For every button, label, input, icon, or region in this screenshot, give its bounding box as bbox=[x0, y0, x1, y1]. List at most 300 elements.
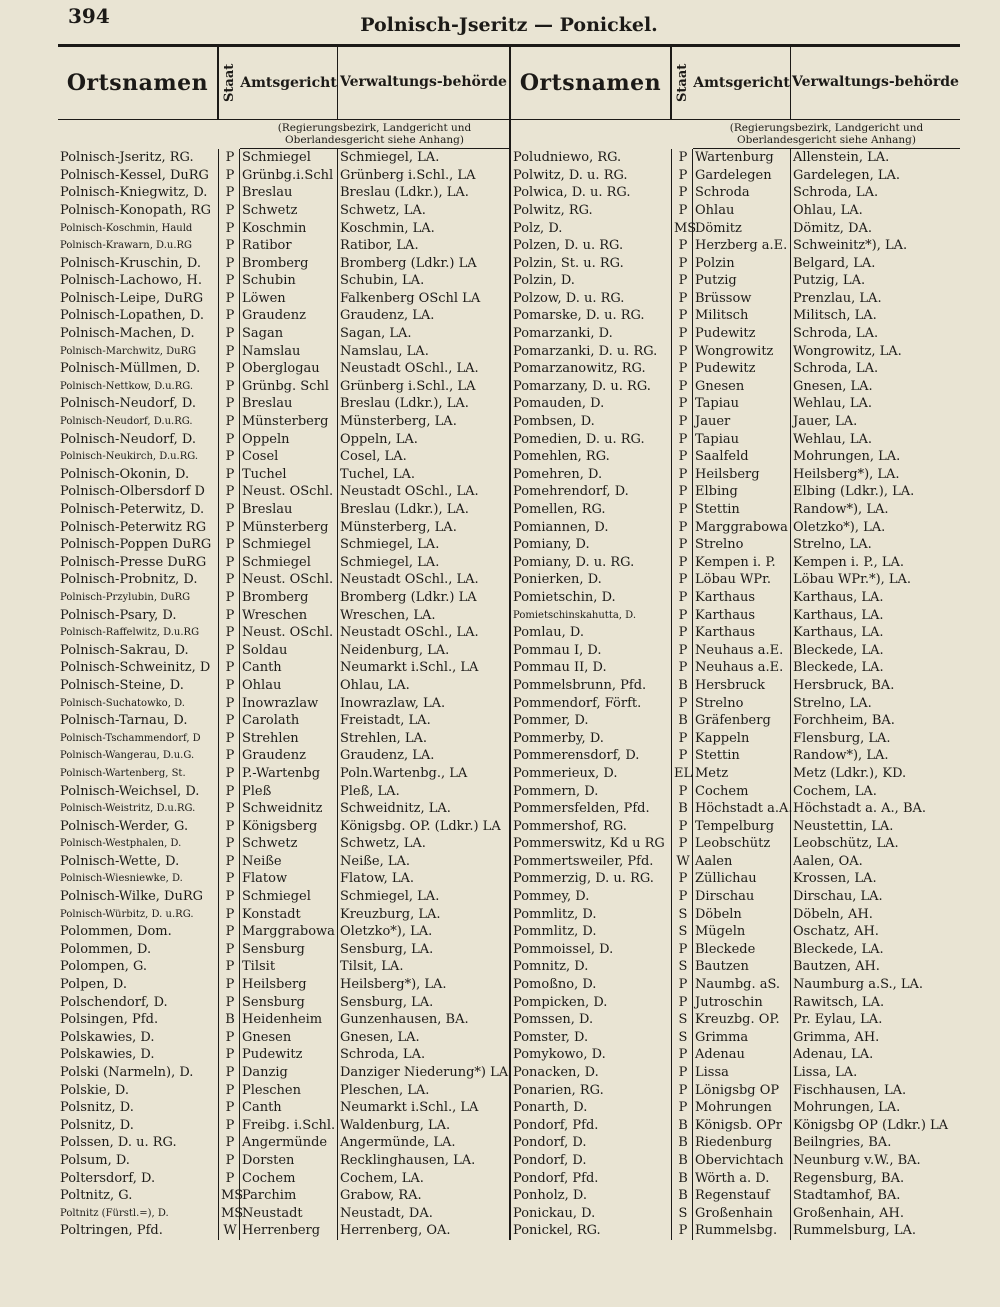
verwaltung-cell: Cochem, LA. bbox=[340, 1170, 424, 1186]
table-row bbox=[58, 976, 509, 994]
staat-cell: P bbox=[671, 237, 693, 255]
amtsgericht-cell: Bleckede bbox=[693, 941, 791, 959]
ortsname-cell: Polnisch-Wette, D. bbox=[60, 853, 180, 869]
staat-cell: P bbox=[218, 659, 240, 677]
table-row bbox=[58, 994, 509, 1012]
staat-cell: P bbox=[671, 659, 693, 677]
amtsgericht-cell: Militsch bbox=[693, 307, 791, 325]
verwaltung-cell: Neustadt OSchl., LA. bbox=[340, 361, 479, 377]
table-row bbox=[58, 184, 509, 202]
amtsgericht-cell: Elbing bbox=[693, 483, 791, 501]
header-verwaltung: Verwaltungs-behörde bbox=[340, 74, 507, 91]
table-row bbox=[58, 888, 509, 906]
staat-cell: P bbox=[218, 941, 240, 959]
ortsname-cell: Polnisch-Weichsel, D. bbox=[60, 783, 200, 799]
ortsname-cell: Polommen, Dom. bbox=[60, 924, 172, 940]
ortsname-cell: Polnisch-Kruschin, D. bbox=[60, 255, 201, 271]
ortsname-cell: Polnisch-Neudorf, D. bbox=[60, 431, 196, 447]
staat-cell: B bbox=[671, 800, 693, 818]
staat-cell: W bbox=[671, 853, 693, 871]
amtsgericht-cell: Cosel bbox=[240, 448, 338, 466]
table-row bbox=[511, 783, 960, 801]
ortsname-cell: Polnisch-Presse DuRG bbox=[60, 554, 207, 570]
verwaltung-cell: Flensburg, LA. bbox=[793, 730, 891, 746]
ortsname-cell: Polnisch-Konopath, RG bbox=[60, 202, 211, 218]
amtsgericht-cell: Jauer bbox=[693, 413, 791, 431]
staat-cell: P bbox=[671, 554, 693, 572]
amtsgericht-cell: Schmiegel bbox=[240, 554, 338, 572]
amtsgericht-cell: Wartenburg bbox=[693, 149, 791, 167]
amtsgericht-cell: Angermünde bbox=[240, 1134, 338, 1152]
amtsgericht-cell: Wongrowitz bbox=[693, 343, 791, 361]
table-row bbox=[58, 1029, 509, 1047]
amtsgericht-cell: Bromberg bbox=[240, 589, 338, 607]
amtsgericht-cell: Schmiegel bbox=[240, 149, 338, 167]
verwaltung-cell: Neustadt, DA. bbox=[340, 1205, 433, 1221]
table-row bbox=[511, 800, 960, 818]
ortsname-cell: Polnisch-Olbersdorf D bbox=[60, 484, 205, 500]
ortsname-cell: Pomauden, D. bbox=[513, 396, 605, 412]
ortsname-cell: Pomster, D. bbox=[513, 1029, 589, 1045]
table-row bbox=[511, 272, 960, 290]
verwaltung-cell: Grünberg i.Schl., LA bbox=[340, 378, 476, 394]
amtsgericht-cell: Naumbg. aS. bbox=[693, 976, 791, 994]
staat-cell: P bbox=[218, 325, 240, 343]
verwaltung-cell: Kempen i. P., LA. bbox=[793, 554, 904, 570]
amtsgericht-cell: Soldau bbox=[240, 642, 338, 660]
verwaltung-cell: Namslau, LA. bbox=[340, 343, 429, 359]
right-rows bbox=[511, 149, 960, 1240]
verwaltung-cell: Oletzko*), LA. bbox=[340, 924, 433, 940]
staat-cell: P bbox=[218, 677, 240, 695]
staat-cell: P bbox=[671, 307, 693, 325]
verwaltung-cell: Pr. Eylau, LA. bbox=[793, 1012, 883, 1028]
amtsgericht-cell: Herrenberg bbox=[240, 1222, 338, 1240]
verwaltung-cell: Poln.Wartenbg., LA bbox=[340, 765, 468, 781]
verwaltung-cell: Schmiegel, LA. bbox=[340, 537, 440, 553]
ortsname-cell: Pommerswitz, Kd u RG bbox=[513, 836, 665, 852]
table-row bbox=[58, 1222, 509, 1240]
amtsgericht-cell: Wreschen bbox=[240, 607, 338, 625]
amtsgericht-cell: Schroda bbox=[693, 184, 791, 202]
table-row bbox=[511, 202, 960, 220]
verwaltung-cell: Grimma, AH. bbox=[793, 1029, 880, 1045]
table-row bbox=[58, 642, 509, 660]
verwaltung-cell: Strelno, LA. bbox=[793, 695, 872, 711]
ortsname-cell: Pomietschinskahutta, D. bbox=[513, 609, 637, 621]
amtsgericht-cell: Breslau bbox=[240, 501, 338, 519]
ortsname-cell: Poltringen, Pfd. bbox=[60, 1223, 163, 1239]
verwaltung-cell: Dirschau, LA. bbox=[793, 889, 883, 905]
staat-cell: P bbox=[671, 395, 693, 413]
verwaltung-cell: Tilsit, LA. bbox=[340, 959, 404, 975]
table-row bbox=[511, 536, 960, 554]
ortsname-cell: Ponarien, RG. bbox=[513, 1082, 604, 1098]
amtsgericht-cell: Oberglogau bbox=[240, 360, 338, 378]
amtsgericht-cell: Sagan bbox=[240, 325, 338, 343]
ortsname-cell: Polompen, G. bbox=[60, 959, 148, 975]
staat-cell: P bbox=[671, 184, 693, 202]
staat-cell: P bbox=[218, 1046, 240, 1064]
table-row bbox=[58, 677, 509, 695]
verwaltung-cell: Freistadt, LA. bbox=[340, 713, 431, 729]
amtsgericht-cell: Obervichtach bbox=[693, 1152, 791, 1170]
table-row bbox=[511, 343, 960, 361]
staat-cell: P bbox=[218, 923, 240, 941]
verwaltung-cell: Bleckede, LA. bbox=[793, 941, 884, 957]
staat-cell: P bbox=[218, 853, 240, 871]
staat-cell: P bbox=[671, 448, 693, 466]
header-note: (Regierungsbezirk, Landgericht und Oberlandesgericht siehe Anhang) bbox=[693, 120, 960, 149]
staat-cell: P bbox=[218, 888, 240, 906]
table-row bbox=[511, 941, 960, 959]
table-row bbox=[58, 589, 509, 607]
table-row bbox=[511, 1082, 960, 1100]
verwaltung-cell: Tuchel, LA. bbox=[340, 466, 415, 482]
amtsgericht-cell: Grünbg. Schl bbox=[240, 378, 338, 396]
verwaltung-cell: Schroda, LA. bbox=[793, 185, 879, 201]
verwaltung-cell: Kreuzburg, LA. bbox=[340, 906, 441, 922]
ortsname-cell: Polzow, D. u. RG. bbox=[513, 290, 625, 306]
verwaltung-cell: Danziger Niederung*) LA bbox=[340, 1065, 509, 1080]
staat-cell: P bbox=[218, 624, 240, 642]
staat-cell: P bbox=[671, 325, 693, 343]
verwaltung-cell: Schmiegel, LA. bbox=[340, 150, 440, 166]
page-header bbox=[58, 0, 960, 42]
table-row bbox=[58, 501, 509, 519]
ortsname-cell: Ponholz, D. bbox=[513, 1188, 587, 1204]
table-row bbox=[58, 958, 509, 976]
verwaltung-cell: Strelno, LA. bbox=[793, 537, 872, 553]
staat-cell: P bbox=[671, 431, 693, 449]
ortsname-cell: Pomarzanowitz, RG. bbox=[513, 361, 646, 377]
table-row bbox=[511, 1011, 960, 1029]
table-row bbox=[511, 747, 960, 765]
staat-cell: S bbox=[671, 1205, 693, 1223]
table-row bbox=[58, 783, 509, 801]
verwaltung-cell: Beilngries, BA. bbox=[793, 1135, 892, 1151]
table-row bbox=[511, 501, 960, 519]
amtsgericht-cell: Freibg. i.Schl. bbox=[240, 1117, 338, 1135]
amtsgericht-cell: Gnesen bbox=[693, 378, 791, 396]
table-row bbox=[511, 325, 960, 343]
table-row bbox=[58, 1082, 509, 1100]
table-row bbox=[511, 923, 960, 941]
table-row bbox=[511, 1117, 960, 1135]
table-row bbox=[511, 659, 960, 677]
verwaltung-cell: Neunburg v.W., BA. bbox=[793, 1152, 921, 1168]
table-row bbox=[511, 1099, 960, 1117]
amtsgericht-cell: Schmiegel bbox=[240, 536, 338, 554]
ortsname-cell: Pondorf, Pfd. bbox=[513, 1117, 599, 1133]
amtsgericht-cell: Mohrungen bbox=[693, 1099, 791, 1117]
table-row bbox=[511, 589, 960, 607]
ortsname-cell: Polnisch-Müllmen, D. bbox=[60, 361, 201, 377]
staat-cell: P bbox=[671, 536, 693, 554]
table-row bbox=[58, 765, 509, 783]
verwaltung-cell: Schweinitz*), LA. bbox=[793, 238, 908, 254]
ortsname-cell: Polnisch-Poppen DuRG bbox=[60, 537, 212, 553]
amtsgericht-cell: Breslau bbox=[240, 395, 338, 413]
header-amtsgericht: Amtsgericht bbox=[693, 47, 791, 119]
verwaltung-cell: Metz (Ldkr.), KD. bbox=[793, 765, 907, 781]
ortsname-cell: Pommerby, D. bbox=[513, 730, 604, 746]
staat-cell: P bbox=[218, 378, 240, 396]
verwaltung-cell: Lissa, LA. bbox=[793, 1065, 858, 1080]
verwaltung-cell: Bleckede, LA. bbox=[793, 660, 884, 676]
verwaltung-cell: Koschmin, LA. bbox=[340, 220, 435, 236]
table-row bbox=[58, 712, 509, 730]
staat-cell: B bbox=[218, 1011, 240, 1029]
staat-cell: P bbox=[671, 519, 693, 537]
verwaltung-cell: Bromberg (Ldkr.) LA bbox=[340, 589, 477, 605]
verwaltung-cell: Münsterberg, LA. bbox=[340, 519, 457, 535]
ortsname-cell: Poltnitz, G. bbox=[60, 1188, 133, 1204]
ortsname-cell: Polnisch-Kniegwitz, D. bbox=[60, 185, 208, 201]
ortsname-cell: Pommerensdorf, D. bbox=[513, 748, 640, 764]
amtsgericht-cell: Putzig bbox=[693, 272, 791, 290]
ortsname-cell: Pomnitz, D. bbox=[513, 959, 589, 975]
ortsname-cell: Polzin, D. bbox=[513, 273, 575, 289]
table-row bbox=[58, 519, 509, 537]
amtsgericht-cell: Höchstadt a.A. bbox=[695, 801, 793, 817]
amtsgericht-cell: Neiße bbox=[240, 853, 338, 871]
staat-cell: P bbox=[218, 343, 240, 361]
staat-cell: P bbox=[671, 818, 693, 836]
verwaltung-cell: Oschatz, AH. bbox=[793, 924, 879, 940]
table-row bbox=[58, 1187, 509, 1205]
column-header bbox=[511, 47, 960, 120]
amtsgericht-cell: Pleß bbox=[240, 783, 338, 801]
staat-cell: P bbox=[218, 1029, 240, 1047]
amtsgericht-cell: Karthaus bbox=[693, 624, 791, 642]
table-row bbox=[58, 536, 509, 554]
ortsname-cell: Polnisch-Kessel, DuRG bbox=[60, 167, 209, 183]
verwaltung-cell: Hersbruck, BA. bbox=[793, 677, 895, 693]
amtsgericht-cell: Graudenz bbox=[240, 747, 338, 765]
ortsname-cell: Pompicken, D. bbox=[513, 994, 608, 1010]
staat-cell: P bbox=[218, 220, 240, 238]
verwaltung-cell: Fischhausen, LA. bbox=[793, 1082, 907, 1098]
staat-cell: P bbox=[671, 290, 693, 308]
table-row bbox=[511, 1064, 960, 1082]
verwaltung-cell: Schroda, LA. bbox=[793, 361, 879, 377]
table-row bbox=[511, 431, 960, 449]
verwaltung-cell: Schmiegel, LA. bbox=[340, 554, 440, 570]
ortsname-cell: Ponarth, D. bbox=[513, 1100, 588, 1116]
amtsgericht-cell: Flatow bbox=[240, 870, 338, 888]
ortsname-cell: Pondorf, D. bbox=[513, 1152, 587, 1168]
table-row bbox=[58, 659, 509, 677]
staat-cell: P bbox=[218, 1134, 240, 1152]
staat-cell: EL bbox=[671, 765, 693, 783]
amtsgericht-cell: Lönigsbg OP bbox=[693, 1082, 791, 1100]
amtsgericht-cell: Namslau bbox=[240, 343, 338, 361]
amtsgericht-cell: Heilsberg bbox=[240, 976, 338, 994]
amtsgericht-cell: Jutroschin bbox=[693, 994, 791, 1012]
amtsgericht-cell: Heidenheim bbox=[240, 1011, 338, 1029]
table-row bbox=[511, 255, 960, 273]
ortsname-cell: Poludniewo, RG. bbox=[513, 150, 622, 166]
table-halves bbox=[58, 47, 960, 1240]
ortsname-cell: Pommerzig, D. u. RG. bbox=[513, 871, 654, 887]
table-row bbox=[511, 519, 960, 537]
table-row bbox=[511, 1170, 960, 1188]
verwaltung-cell: Leobschütz, LA. bbox=[793, 836, 899, 852]
amtsgericht-cell: Danzig bbox=[240, 1064, 338, 1082]
amtsgericht-cell: Kappeln bbox=[693, 730, 791, 748]
ortsname-cell: Pommer, D. bbox=[513, 713, 589, 729]
verwaltung-cell: Neumarkt i.Schl., LA bbox=[340, 1100, 479, 1116]
staat-cell: P bbox=[218, 395, 240, 413]
staat-cell: P bbox=[671, 870, 693, 888]
staat-cell: P bbox=[218, 202, 240, 220]
verwaltung-cell: Rummelsburg, LA. bbox=[793, 1223, 916, 1239]
staat-cell: S bbox=[671, 1029, 693, 1047]
ortsname-cell: Pomehlen, RG. bbox=[513, 449, 610, 465]
ortsname-cell: Polskawies, D. bbox=[60, 1047, 155, 1063]
header-amtsgericht: Amtsgericht bbox=[240, 47, 338, 119]
staat-cell: P bbox=[218, 994, 240, 1012]
table-row bbox=[58, 1064, 509, 1082]
amtsgericht-cell: Sensburg bbox=[240, 941, 338, 959]
ortsname-cell: Pomarzanki, D. u. RG. bbox=[513, 343, 658, 359]
ortsname-cell: Pommendorf, Förft. bbox=[513, 695, 642, 711]
ortsname-cell: Pommoissel, D. bbox=[513, 941, 614, 957]
verwaltung-cell: Inowrazlaw, LA. bbox=[340, 695, 446, 711]
verwaltung-cell: Wehlau, LA. bbox=[793, 396, 873, 412]
staat-cell: S bbox=[671, 906, 693, 924]
header-staat: Staat bbox=[671, 47, 693, 119]
staat-cell: P bbox=[218, 483, 240, 501]
ortsname-cell: Pomlau, D. bbox=[513, 625, 585, 641]
ortsname-cell: Pommerieux, D. bbox=[513, 765, 618, 781]
staat-cell: P bbox=[218, 1064, 240, 1082]
staat-cell: P bbox=[671, 343, 693, 361]
table-row bbox=[58, 747, 509, 765]
amtsgericht-cell: Neust. OSchl. bbox=[240, 483, 338, 501]
verwaltung-cell: Flatow, LA. bbox=[340, 871, 414, 887]
ortsname-cell: Pomietschin, D. bbox=[513, 589, 616, 605]
amtsgericht-cell: Großenhain bbox=[693, 1205, 791, 1223]
table-row bbox=[58, 818, 509, 836]
verwaltung-cell: Pleß, LA. bbox=[340, 783, 400, 799]
table-row bbox=[511, 1205, 960, 1223]
table-row bbox=[511, 818, 960, 836]
ortsname-cell: Polnisch-Westphalen, D. bbox=[60, 838, 182, 850]
verwaltung-cell: Gardelegen, LA. bbox=[793, 167, 901, 183]
verwaltung-cell: Grünberg i.Schl., LA bbox=[340, 167, 476, 183]
verwaltung-cell: Großenhain, AH. bbox=[793, 1205, 904, 1221]
verwaltung-cell: Neustettin, LA. bbox=[793, 818, 894, 834]
ortsname-cell: Polsingen, Pfd. bbox=[60, 1012, 159, 1028]
staat-cell: P bbox=[671, 501, 693, 519]
verwaltung-cell: Waldenburg, LA. bbox=[340, 1117, 451, 1133]
verwaltung-cell: Sensburg, LA. bbox=[340, 994, 434, 1010]
left-half bbox=[58, 47, 509, 1240]
table-row bbox=[58, 167, 509, 185]
amtsgericht-cell: Dömitz bbox=[693, 220, 791, 238]
ortsname-cell: Polnisch-Lopathen, D. bbox=[60, 308, 205, 324]
amtsgericht-cell: Canth bbox=[240, 659, 338, 677]
verwaltung-cell: Karthaus, LA. bbox=[793, 589, 884, 605]
table-row bbox=[511, 1222, 960, 1240]
amtsgericht-cell: Inowrazlaw bbox=[240, 695, 338, 713]
staat-cell: P bbox=[671, 466, 693, 484]
staat-cell: P bbox=[218, 1117, 240, 1135]
staat-cell: P bbox=[671, 202, 693, 220]
table-row bbox=[58, 1205, 509, 1223]
ortsname-cell: Polnisch-Koschmin, Hauld bbox=[60, 222, 193, 234]
staat-cell: P bbox=[218, 607, 240, 625]
staat-cell: P bbox=[671, 1082, 693, 1100]
amtsgericht-cell: Löwen bbox=[240, 290, 338, 308]
amtsgericht-cell: Neust. OSchl. bbox=[240, 624, 338, 642]
table-row bbox=[511, 870, 960, 888]
table-row bbox=[511, 958, 960, 976]
amtsgericht-cell: Schwetz bbox=[240, 202, 338, 220]
ortsname-cell: Poltersdorf, D. bbox=[60, 1170, 156, 1186]
table-row bbox=[511, 888, 960, 906]
table-row bbox=[58, 853, 509, 871]
amtsgericht-cell: Gnesen bbox=[240, 1029, 338, 1047]
staat-cell: P bbox=[218, 589, 240, 607]
ortsname-cell: Polnisch-Neudorf, D.u.RG. bbox=[60, 416, 193, 428]
ortsname-cell: Polnisch-Okonin, D. bbox=[60, 466, 190, 482]
amtsgericht-cell: Rummelsbg. bbox=[693, 1222, 791, 1240]
amtsgericht-cell: Schwetz bbox=[240, 835, 338, 853]
verwaltung-cell: Mohrungen, LA. bbox=[793, 1100, 901, 1116]
verwaltung-cell: Mohrungen, LA. bbox=[793, 449, 901, 465]
amtsgericht-cell: Stettin bbox=[693, 501, 791, 519]
staat-cell: P bbox=[218, 747, 240, 765]
table-row bbox=[511, 483, 960, 501]
ortsname-cell: Pomellen, RG. bbox=[513, 502, 606, 517]
verwaltung-cell: Graudenz, LA. bbox=[340, 308, 435, 324]
table-row bbox=[58, 1134, 509, 1152]
amtsgericht-cell: Döbeln bbox=[693, 906, 791, 924]
amtsgericht-cell: Hersbruck bbox=[693, 677, 791, 695]
amtsgericht-cell: Aalen bbox=[693, 853, 791, 871]
ortsname-cell: Polnisch-Würbitz, D. u.RG. bbox=[60, 908, 194, 920]
table-row bbox=[58, 290, 509, 308]
verwaltung-cell: Falkenberg OSchl LA bbox=[340, 290, 481, 306]
ortsname-cell: Pomarzany, D. u. RG. bbox=[513, 378, 651, 394]
table-row bbox=[58, 307, 509, 325]
ortsname-cell: Pombsen, D. bbox=[513, 414, 595, 430]
header-staat: Staat bbox=[218, 47, 240, 119]
table-row bbox=[511, 307, 960, 325]
table-row bbox=[511, 765, 960, 783]
ortsname-cell: Polnisch-Wartenberg, St. bbox=[60, 767, 186, 779]
verwaltung-cell: Döbeln, AH. bbox=[793, 906, 873, 922]
ortsname-cell: Pommersfelden, Pfd. bbox=[513, 801, 650, 817]
table-row bbox=[58, 554, 509, 572]
table-row bbox=[511, 677, 960, 695]
verwaltung-cell: Forchheim, BA. bbox=[793, 713, 895, 729]
amtsgericht-cell: Mügeln bbox=[693, 923, 791, 941]
staat-cell: P bbox=[218, 870, 240, 888]
table-row bbox=[58, 571, 509, 589]
column-header bbox=[58, 47, 509, 120]
amtsgericht-cell: Metz bbox=[693, 765, 791, 783]
staat-cell: P bbox=[671, 378, 693, 396]
staat-cell: P bbox=[218, 835, 240, 853]
verwaltung-cell: Krossen, LA. bbox=[793, 871, 877, 887]
table-row bbox=[58, 483, 509, 501]
staat-cell: P bbox=[218, 448, 240, 466]
running-title: Polnisch-Jseritz — Ponickel. bbox=[360, 14, 658, 36]
